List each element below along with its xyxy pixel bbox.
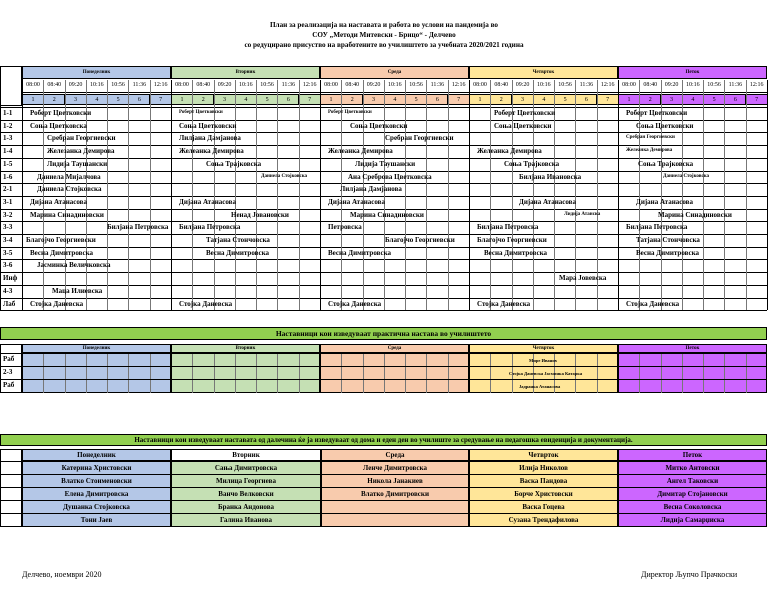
schedule-entry: Роберт Цветковски [179,110,223,115]
time-label: 09:20 [515,82,530,88]
row-divider [0,487,767,488]
schedule-entry: Петровска [328,223,362,232]
row-label: 1-4 [3,147,13,156]
slot-divider [682,353,683,393]
time-label: 10:56 [111,82,125,88]
schedule-entry: Даниела Стојковска [663,173,710,179]
remote-entry: Бранка Андонова [218,503,274,511]
schedule-entry: Желеанка Демирова [477,147,542,156]
time-label: 08:00 [473,82,487,88]
schedule-entry: Соња Трајковска [638,159,694,168]
slot-number: 4 [384,94,406,105]
time-label: 08:00 [622,82,636,88]
schedule-entry: Дијана Атанасова [328,197,385,206]
slot-divider [746,80,747,310]
slot-divider [746,353,747,393]
slot-divider [426,80,427,310]
time-label: 09:20 [217,82,232,88]
row-divider [0,500,767,501]
practical-title: Наставници кои изведуваат практична настава во училиштето [0,327,767,340]
time-label: 08:40 [643,82,658,88]
slot-number: 2 [490,94,512,105]
schedule-entry: Соња Цветковски [179,121,237,130]
schedule-entry: Даниела Стојковска [37,185,102,194]
slot-divider [65,353,66,393]
schedule-entry: Марина Синадиновски [658,210,732,219]
schedule-entry: Билјана Петровска [626,223,688,232]
remote-entry: Сузана Трендафилова [508,516,579,524]
row-label: 3-4 [3,236,13,244]
slot-number: 7 [150,94,172,105]
slot-divider [150,80,151,310]
row-label: 3-5 [3,248,13,257]
row-label: 3-2 [3,210,13,219]
row-divider [0,526,767,527]
row-divider [0,310,767,311]
header-line-2: СОУ „Методи Митевски - Брицо“ - Делчево [312,31,456,39]
time-label: 10:56 [558,82,572,88]
slot-number: 6 [724,94,746,105]
time-label: 12:16 [302,82,317,88]
slot-number: 3 [661,94,683,105]
row-label: 1-5 [3,159,13,168]
time-label: 10:16 [89,82,104,88]
slot-number: 5 [405,94,427,105]
schedule-entry: Весна Димитровска [484,248,548,257]
slot-number: 4 [86,94,108,105]
schedule-entry: Билјана Петровска [179,223,241,232]
slot-divider [22,80,23,310]
schedule-entry: Маца Илиевска [52,286,103,295]
time-label: 10:16 [387,82,402,88]
schedule-entry: Роберт Цветковски [328,110,372,115]
schedule-entry: Сребран Георгиевски [626,135,675,141]
remote-header-fri: Петок [618,449,767,461]
slot-divider [235,353,236,393]
remote-entry: Влатко Димитровски [361,490,429,498]
schedule-entry: Даниела Стојковска [261,173,308,179]
remote-entry: Васка Пандова [519,477,568,485]
schedule-entry: Весна Димитровска [328,248,392,257]
time-label: 11:36 [281,82,296,88]
practical-row-label: 2-3 [3,368,13,376]
day-header-wed: Среда [320,66,469,79]
practical-column-tue [171,353,320,393]
slot-number: 3 [214,94,236,105]
practical-row-label: Раб [3,355,15,363]
remote-title: Наставници кои изведуваат наставата од далечина ќе ја изведуваат од дома и еден ден во училиште за средување на педагошка евиденција и документација. [0,434,767,446]
time-label: 11:36 [579,82,594,88]
remote-entry: Димитар Стојановски [657,490,728,498]
schedule-entry: Благојчо Георгиевски [26,236,96,244]
schedule-entry: Лилјана Дамјанова [340,185,402,194]
day-header-thu: Четврток [469,66,618,79]
schedule-entry: Ненад Јовановски [231,210,289,219]
remote-entry: Ванчо Велковски [218,490,274,498]
time-label: 10:56 [260,82,274,88]
schedule-entry: Роберт Цветковски [494,109,556,117]
slot-divider [384,353,385,393]
slot-number: 6 [575,94,597,105]
slot-divider [299,353,300,393]
footer-director: Директор Љупчо Прачкоски [641,570,738,579]
slot-divider [490,353,491,393]
remote-entry: Елена Димитровска [64,490,129,498]
slot-number: 3 [363,94,385,105]
slot-number: 5 [256,94,278,105]
slot-number: 1 [22,94,44,105]
schedule-entry: Стојка Даневска [30,299,84,308]
remote-entry: Никола Јанакиев [367,477,423,485]
row-divider [0,366,767,367]
practical-column-fri [618,353,767,393]
remote-entry: Васка Гоцева [522,503,565,511]
slot-divider [107,353,108,393]
remote-entry: Митко Антовски [665,464,720,472]
practical-day-thu: Четврток [469,344,618,353]
practical-entry: Јадранка Атанасова [519,384,561,389]
slot-divider [256,353,257,393]
row-label: 2-1 [3,185,13,194]
header-line-1: План за реализација на наставата и работа во услови на пандемија во [269,21,499,29]
schedule-entry: Желеанка Демирова [328,147,393,156]
slot-divider [597,353,598,393]
time-label: 10:16 [536,82,551,88]
remote-header-wed: Среда [321,449,469,461]
slot-divider [426,353,427,393]
slot-number: 6 [277,94,299,105]
slot-divider [724,80,725,310]
slot-number: 7 [597,94,619,105]
slot-divider [277,353,278,393]
schedule-entry: Јасминка Величковска [37,261,111,270]
practical-day-tue: Вторник [171,344,320,353]
time-label: 11:36 [430,82,445,88]
schedule-entry: Сребран Георгиевски [47,134,116,143]
schedule-entry: Билјана Петровска [107,223,169,232]
schedule-entry: Дијана Атанасова [519,197,576,206]
schedule-entry: Стојка Даневска [328,299,382,308]
remote-entry: Ангел Таковски [666,477,719,485]
slot-divider [703,353,704,393]
slot-divider [320,80,321,310]
practical-entry: Мире Иванов [529,358,557,363]
header-line-3: со редуцирано присуство на вработените во училиштето за учебната 2020/2021 година [244,41,524,49]
remote-entry: Борче Христовски [514,490,573,498]
slot-number: 6 [426,94,448,105]
slot-number: 7 [299,94,321,105]
slot-divider [363,353,364,393]
day-header-fri: Петок [618,66,767,79]
slot-number: 4 [533,94,555,105]
divider [22,92,767,93]
time-label: 09:20 [68,82,83,88]
practical-column-wed [320,353,469,393]
row-label: 3-3 [3,223,13,232]
slot-divider [661,353,662,393]
schedule-entry: Лидија Таушански [47,159,108,168]
slot-number: 5 [107,94,129,105]
time-label: 12:16 [749,82,764,88]
slot-number: 2 [192,94,214,105]
day-header-tue: Вторник [171,66,320,79]
schedule-entry: Соња Цветковски [494,121,552,130]
slot-number: 4 [682,94,704,105]
schedule-entry: Роберт Цветковски [626,109,688,117]
slot-divider [150,353,151,393]
schedule-entry: Лидија Таушански [355,159,416,168]
slot-number: 3 [512,94,534,105]
slot-divider [299,80,300,310]
row-label: 1-6 [3,172,13,181]
remote-entry: Лидија Самарџиска [660,516,725,524]
schedule-entry: Стојка Даневска [626,299,680,308]
remote-entry: Весна Соколовска [663,503,722,511]
schedule-entry: Марина Синадиновски [350,210,424,219]
schedule-entry: Мара Јовевска [559,274,607,283]
footer-place-date: Делчево, ноември 2020 [22,570,102,579]
schedule-entry: Весна Димитровска [30,248,94,257]
row-divider [0,353,767,354]
row-label: 3-6 [3,261,13,270]
schedule-entry: Благојчо Георгиевски [477,236,547,244]
time-label: 08:00 [324,82,338,88]
row-divider [0,461,767,462]
slot-divider [341,353,342,393]
slot-number: 4 [235,94,257,105]
slot-divider [618,80,619,310]
slot-divider [405,80,406,310]
slot-number: 2 [43,94,65,105]
time-label: 12:16 [600,82,615,88]
schedule-entry: Роберт Цветковски [30,109,92,117]
schedule-entry: Весна Димитровска [206,248,270,257]
time-label: 10:16 [685,82,700,88]
slot-divider [469,80,470,310]
row-label: Лаб [3,299,16,308]
row-label: Инф [3,274,18,283]
time-label: 10:56 [409,82,423,88]
remote-header-tue: Вторник [171,449,321,461]
practical-day-fri: Петок [618,344,767,353]
schedule-entry: Марина Синадиновски [30,210,104,219]
remote-header-thu: Четврток [469,449,618,461]
slot-number: 1 [320,94,342,105]
time-label: 10:56 [707,82,721,88]
slot-divider [214,353,215,393]
slot-divider [256,80,257,310]
remote-entry: Сања Димитровска [214,464,278,472]
time-label: 12:16 [451,82,466,88]
slot-number: 2 [639,94,661,105]
day-header-mon: Понеделник [22,66,171,79]
slot-divider [724,353,725,393]
remote-header-mon: Понеделник [22,449,171,461]
schedule-entry: Благојчо Георгиевски [385,236,455,244]
practical-day-mon: Понеделник [22,344,171,353]
time-label: 08:40 [494,82,509,88]
schedule-entry: Стојка Даневска [477,299,531,308]
schedule-entry: Билјана Петровска [477,223,539,232]
schedule-entry: Соња Трајковска [206,159,262,168]
slot-divider [192,353,193,393]
slot-divider [107,80,108,310]
slot-divider [448,353,449,393]
slot-number: 1 [171,94,193,105]
schedule-entry: Сребран Георгиевски [385,134,454,143]
schedule-entry: Стојка Даневска [179,299,233,308]
practical-column-mon [22,353,171,393]
row-label: 1-2 [3,121,13,130]
schedule-entry: Дијана Атанасова [636,197,693,206]
remote-entry: Катерина Христовски [61,464,132,472]
schedule-entry: Даниела Мијалчова [37,172,101,181]
schedule-entry: Соња Цветковска [30,121,87,130]
slot-divider [171,80,172,310]
schedule-entry: Дијана Атанасова [179,197,236,206]
slot-number: 7 [448,94,470,105]
schedule-entry: Лидија Атанска [564,211,601,217]
row-divider [0,379,767,380]
schedule-entry: Ана Среброва Цветковска [348,172,432,181]
time-label: 08:40 [345,82,360,88]
time-label: 11:36 [132,82,147,88]
slot-divider [448,80,449,310]
practical-row-label: Раб [3,381,15,389]
row-label: 4-3 [3,286,13,295]
row-header-corner [0,66,22,106]
schedule-entry: Татјана Стончовска [206,236,270,244]
slot-divider [405,353,406,393]
time-label: 09:20 [664,82,679,88]
time-label: 08:00 [26,82,40,88]
slot-number: 2 [341,94,363,105]
slot-divider [703,80,704,310]
schedule-entry: Желеанка Демирова [179,147,244,156]
slot-divider [128,80,129,310]
schedule-entry: Лилјана Дамјанова [179,134,241,143]
time-label: 08:40 [196,82,211,88]
slot-number: 1 [618,94,640,105]
time-label: 10:16 [238,82,253,88]
time-label: 08:40 [47,82,62,88]
schedule-entry: Желеанка Демирова [626,148,673,154]
slot-divider [86,353,87,393]
remote-entry: Ленче Димитровска [363,464,427,472]
time-label: 12:16 [153,82,168,88]
remote-entry: Галина Иванова [219,516,272,524]
schedule-entry: Соња Цветковски [636,121,694,130]
col-divider [0,66,1,310]
time-label: 11:36 [728,82,743,88]
schedule-entry: Татјана Стончовска [636,236,700,244]
remote-entry: Душанка Стојковска [63,503,130,511]
slot-divider [43,353,44,393]
slot-number: 1 [469,94,491,105]
row-label: 3-1 [3,197,13,206]
slot-divider [490,80,491,310]
remote-entry: Милица Георгиева [216,477,276,485]
schedule-entry: Желeзанка Демирова [47,147,115,156]
schedule-entry: Весна Димитровска [636,248,700,257]
row-divider [0,513,767,514]
practical-day-wed: Среда [320,344,469,353]
time-label: 08:00 [175,82,189,88]
slot-number: 3 [65,94,87,105]
practical-entry: Стојка Даневска Јасминка Катарка [509,371,583,376]
slot-number: 5 [554,94,576,105]
slot-divider [639,353,640,393]
schedule-entry: Дијана Атанасова [30,197,87,206]
schedule-entry: Билјана Ивановска [519,172,582,181]
slot-number: 7 [746,94,768,105]
slot-divider [128,353,129,393]
slot-number: 6 [128,94,150,105]
row-divider [0,474,767,475]
slot-number: 5 [703,94,725,105]
row-label: 1-1 [3,109,13,117]
row-label: 1-3 [3,134,13,143]
time-label: 09:20 [366,82,381,88]
slot-divider [277,80,278,310]
remote-entry: Тони Јаев [80,516,113,524]
schedule-entry: Соња Цветковски [350,121,408,130]
remote-entry: Илија Николов [519,464,568,472]
schedule-entry: Соња Трајковска [504,159,560,168]
remote-entry: Влатко Стоименовски [61,477,132,485]
